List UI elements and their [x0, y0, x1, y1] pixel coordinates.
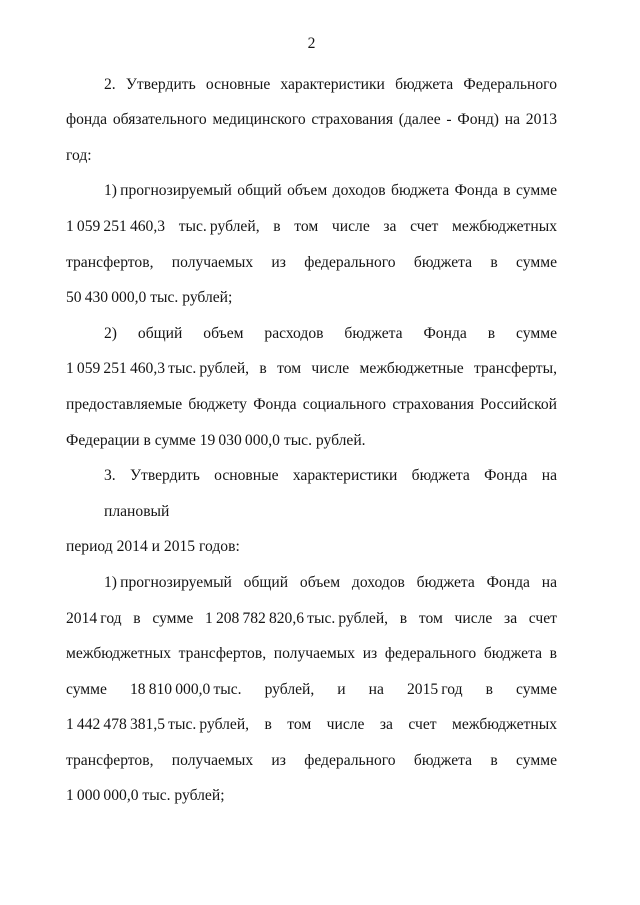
text-line: 1 000 000,0 тыс. рублей; [66, 787, 225, 805]
text-line: 1) прогнозируемый общий объем доходов бюджета Фонда на [104, 573, 557, 591]
text-line: 3. Утвердить основные характеристики бюджета Фонда на плановый [104, 467, 557, 520]
text-line: 2) общий объем расходов бюджета Фонда в сумме [104, 324, 557, 342]
document-body [66, 67, 557, 814]
text-line: предоставляемые бюджету Фонда социального страхования Российской [66, 395, 557, 413]
text-line: 50 430 000,0 тыс. рублей; [66, 289, 233, 307]
page-number: 2 [307, 35, 316, 52]
text-line: трансфертов, получаемых из федерального бюджета в сумме [66, 751, 557, 769]
text-line: 1 059 251 460,3 тыс. рублей, в том числе межбюджетные трансферты, [66, 360, 557, 378]
text-line: 2. Утвердить основные характеристики бюджета Федерального [104, 75, 557, 93]
text-line: период 2014 и 2015 годов: [66, 538, 240, 556]
text-line: Федерации в сумме 19 030 000,0 тыс. рублей. [66, 431, 366, 449]
text-line: межбюджетных трансфертов, получаемых из федерального бюджета в [66, 645, 557, 663]
text-line: год: [66, 146, 92, 164]
text-line: фонда обязательного медицинского страхования (далее - Фонд) на 2013 [66, 111, 557, 129]
text-line: 1 059 251 460,3 тыс. рублей, в том числе за счет межбюджетных [66, 217, 557, 235]
text-line: трансфертов, получаемых из федерального бюджета в сумме [66, 253, 557, 271]
text-line: 1 442 478 381,5 тыс. рублей, в том числе за счет межбюджетных [66, 716, 557, 734]
text-line: 1) прогнозируемый общий объем доходов бюджета Фонда в сумме [104, 182, 557, 200]
text-line: 2014 год в сумме 1 208 782 820,6 тыс. рублей, в том числе за счет [66, 609, 557, 627]
text-line: сумме 18 810 000,0 тыс. рублей, и на 2015 год в сумме [66, 680, 557, 698]
